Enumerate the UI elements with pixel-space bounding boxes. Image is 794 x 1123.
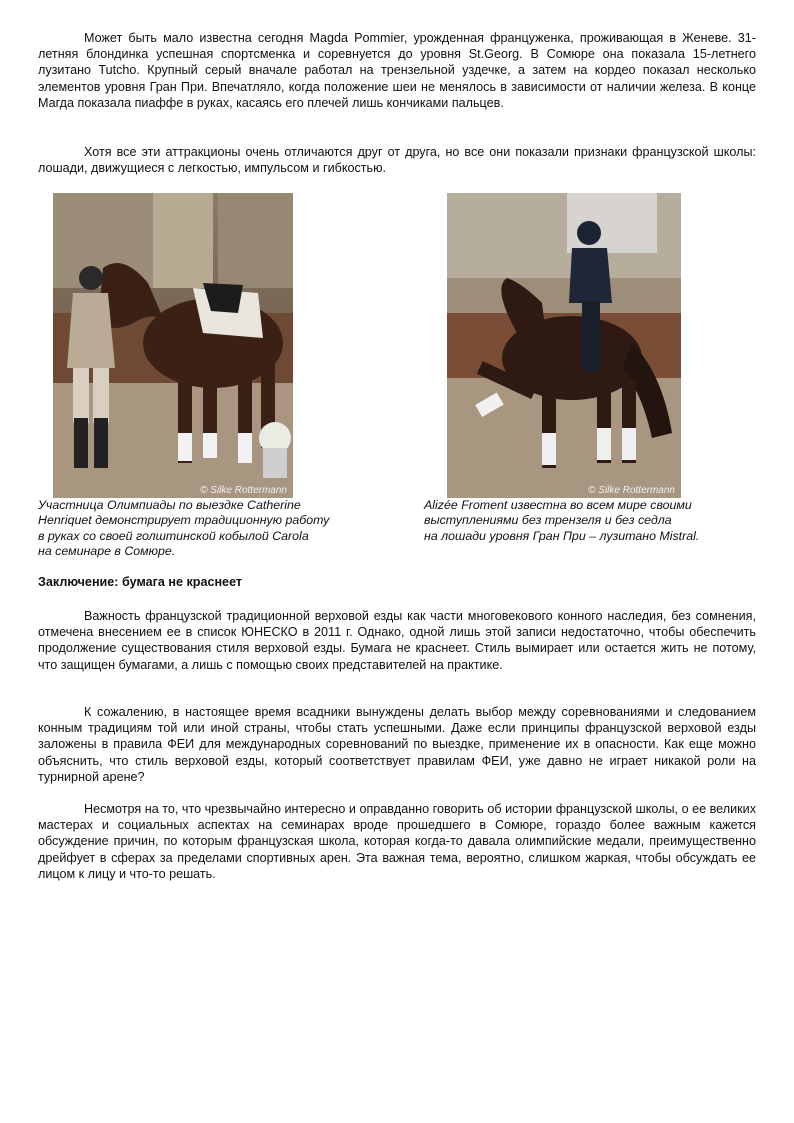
conclusion-paragraph-1: Важность французской традиционной верховой езды как части многовекового конного наследия, без сомнения, отмечена внесением ее в список ЮНЕСКО в 2011 г. Однако, одной лишь этой записи недостаточно, чтобы обеспечить продолжение существования стиля верховой езды. Бумага не краснеет. Стиль вымирает или остается жить не потому, что защищен бумагами, а лишь с помощью своих представителей на практике. — [38, 609, 756, 672]
caption-line: на семинаре в Сомюре. — [38, 544, 176, 559]
photo-right-copyright: © Silke Rottermann — [588, 485, 675, 496]
photo-right-image — [447, 193, 681, 498]
photo-left-caption — [38, 498, 378, 560]
caption-line: Alizée Froment известна во всем мире своими — [424, 498, 692, 512]
intro-paragraph-1: Может быть мало известна сегодня Magda Pommier, урожденная француженка, проживающая в Женеве. 31-летняя блондинка успешная спортсменка и соревнуется до уровня St.Georg. В Сомюре она показала 15-летнего лузитано Tutcho. Крупный серый вначале работал на трензельной уздечке, а затем на кордео показал несколько элементов уровня Гран При. Впечатляло, когда положение шеи не менялось в зависимости от наличии железа. В конце Магда показала пиаффе в руках, касаясь его плечей лишь кончиками пальцев. — [38, 31, 756, 110]
caption-line: в руках со своей голштинской кобылой Carola — [38, 528, 309, 543]
photo-left — [53, 193, 293, 498]
caption-line: выступлениями без трензеля и без седла — [424, 513, 672, 528]
section-heading: Заключение: бумага не краснеет — [38, 575, 243, 589]
photo-left-copyright: © Silke Rottermann — [200, 485, 287, 496]
conclusion-paragraph-3: Несмотря на то, что чрезвычайно интересно и оправданно говорить об истории французской школы, о ее великих мастерах и социальных аспектах на семинарах вроде прошедшего в Сомюре, гораздо более важным кажется обсуждение причин, по которым французская школа, которая когда-то давала олимпийские медали, преимущественно дрейфует в сферах за пределами спортивных арен. Эта важная тема, вероятно, слишком жаркая, чтобы обсуждать ее лицом к лицу и что-то решать. — [38, 802, 756, 881]
conclusion-paragraph-2: К сожалению, в настоящее время всадники вынуждены делать выбор между соревнованиями и следованием конным традициям той или иной страны, чтобы стать успешными. Даже если принципы французской верховой езды заложены в правила ФЕИ для международных соревнований по выездке, применение их в опасности. Как еще можно объяснить, что стиль верховой езды, который соответствует правилам ФЕИ, уже давно не играет никакой роли на турнирной арене? — [38, 705, 756, 784]
photo-right-caption — [424, 498, 764, 544]
photo-right — [447, 193, 681, 498]
caption-line: Участница Олимпиады по выездке Catherine — [38, 498, 301, 512]
photo-left-image — [53, 193, 293, 498]
caption-line: на лошади уровня Гран При – лузитано Mistral. — [424, 528, 700, 543]
intro-paragraph-2: Хотя все эти аттракционы очень отличаются друг от друга, но все они показали признаки французской школы: лошади, движущиеся с легкостью, импульсом и гибкостью. — [38, 145, 756, 176]
caption-line: Henriquet демонстрирует традиционную работу — [38, 513, 330, 528]
